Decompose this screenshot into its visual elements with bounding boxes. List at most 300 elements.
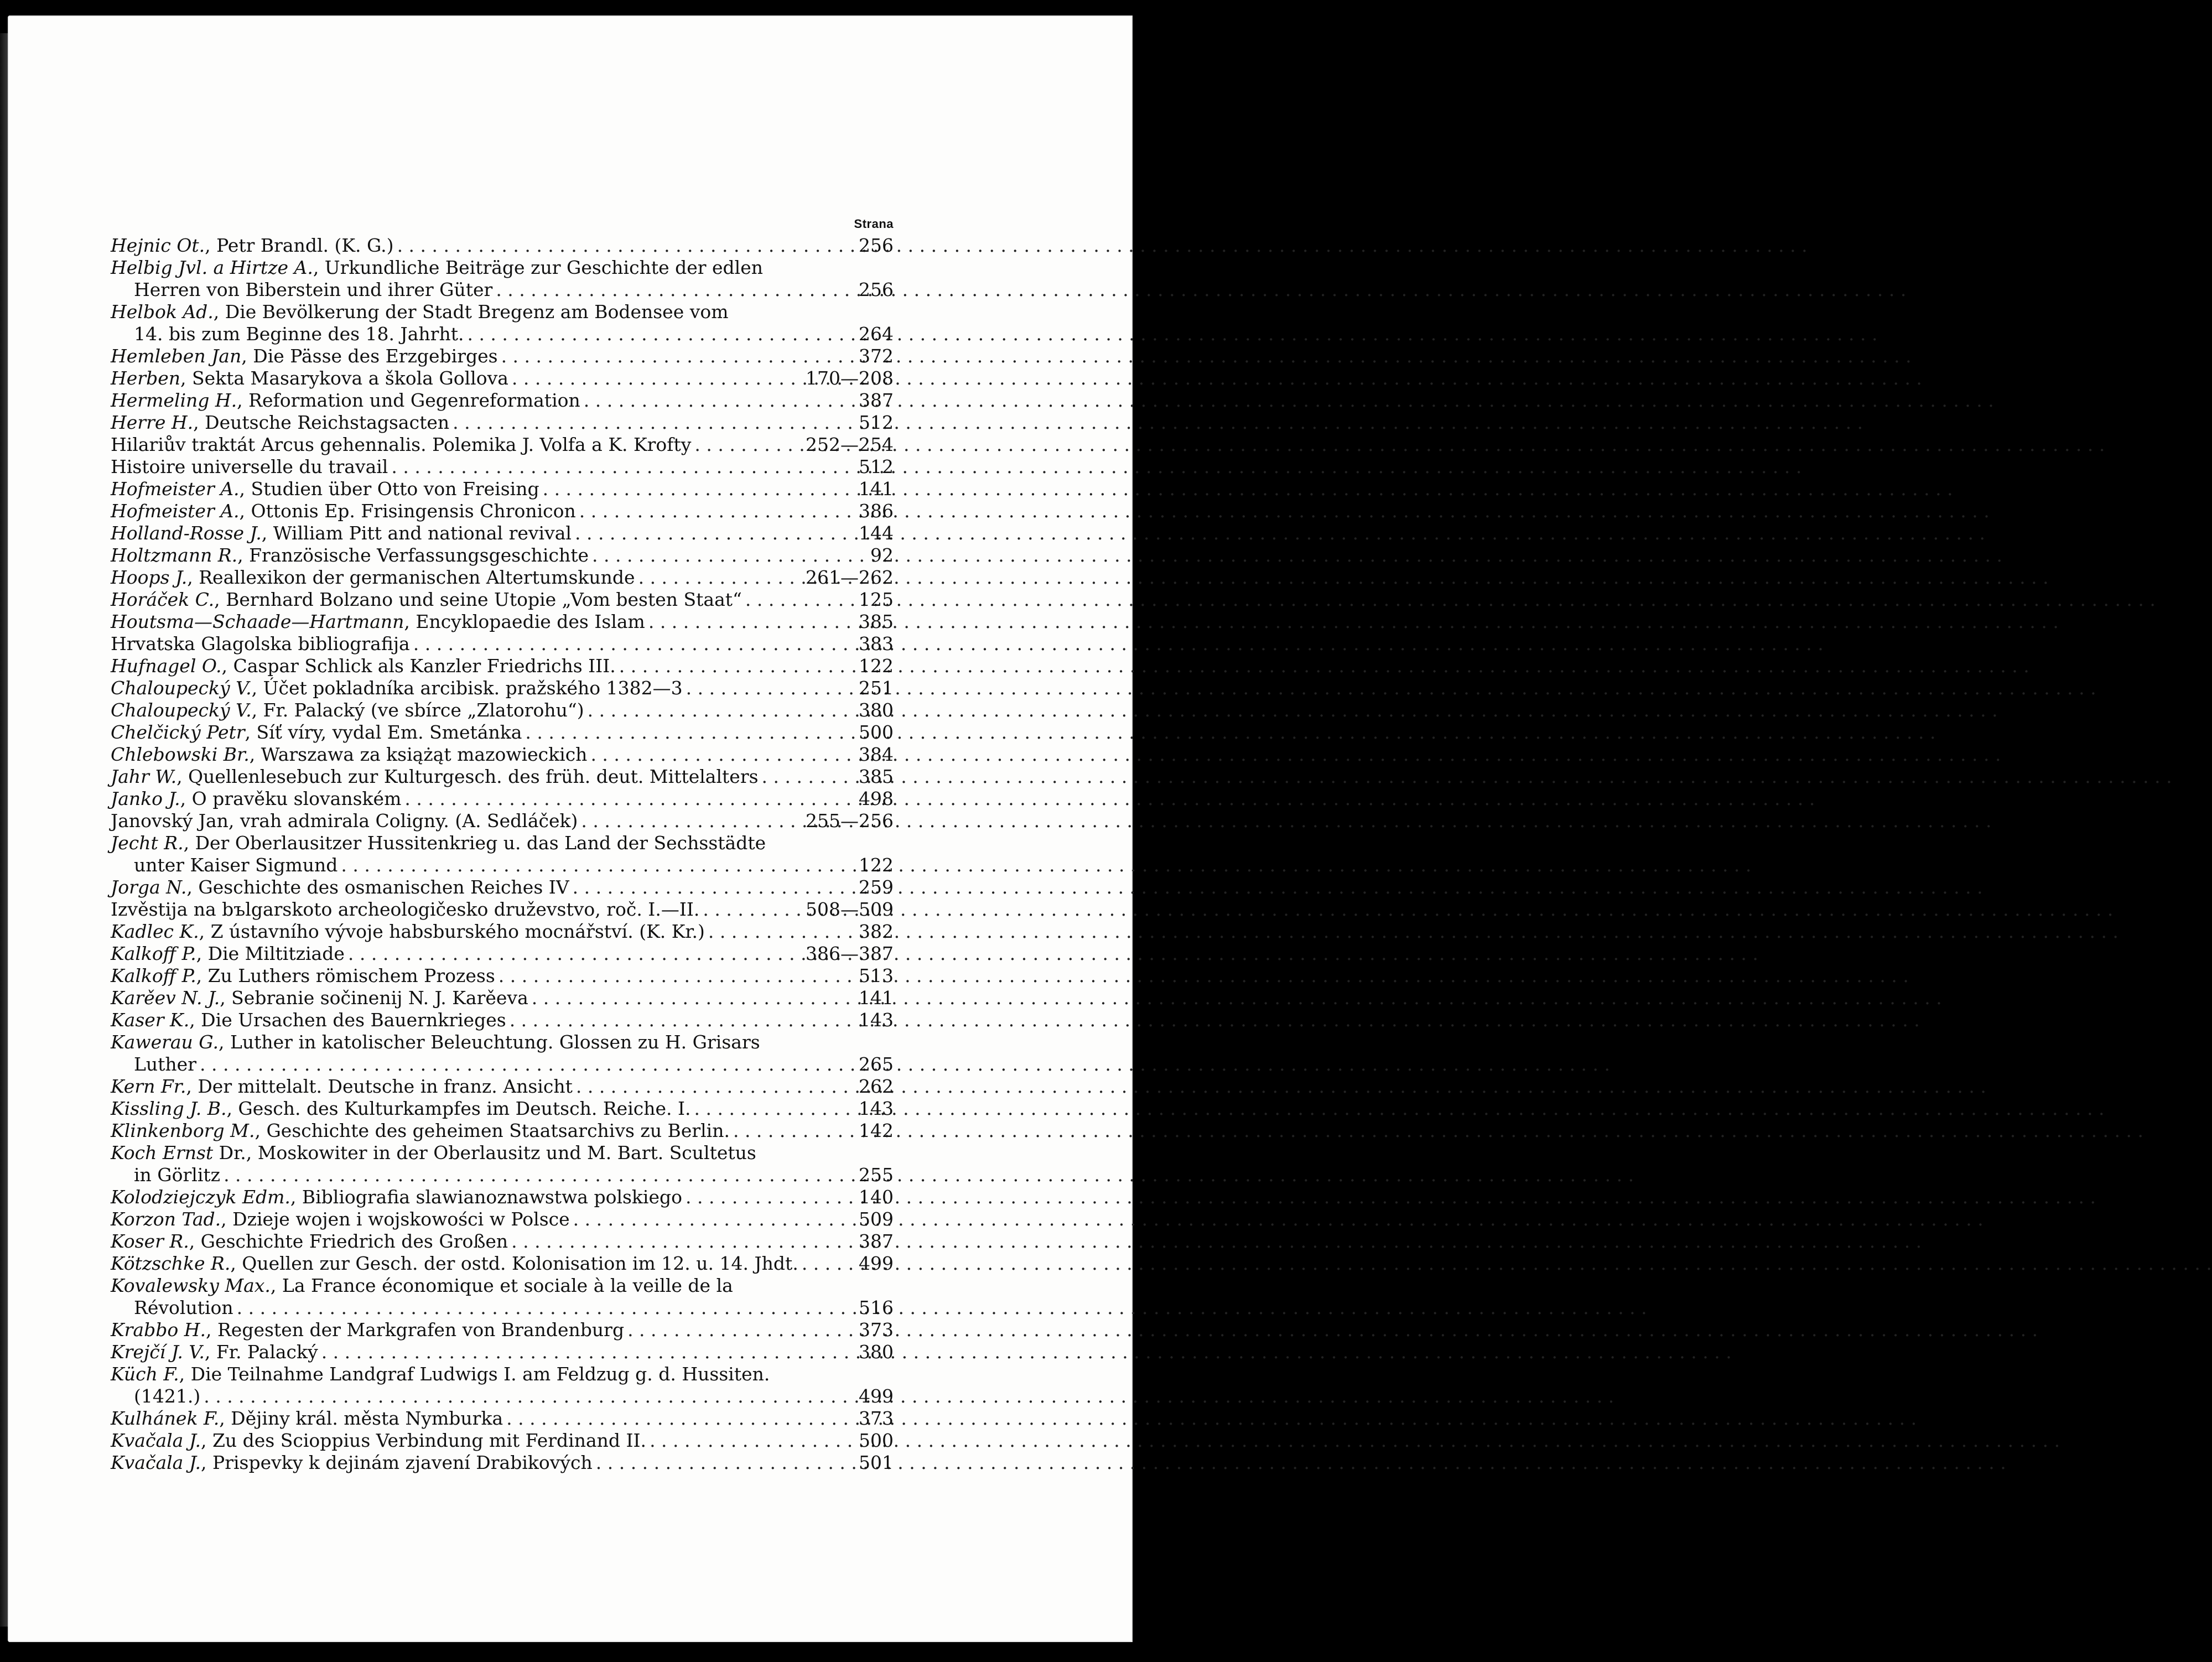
entry-author: Hermeling H. <box>111 389 237 411</box>
dot-leader <box>337 854 854 876</box>
entry-text <box>111 1208 570 1230</box>
entry-line <box>111 567 894 589</box>
entry-line <box>111 434 894 456</box>
entry-title: , Reformation und Gegenreformation <box>237 389 580 411</box>
entry-author: Karěev N. J. <box>111 987 220 1009</box>
entry-page-number: 512 <box>859 456 894 477</box>
dot-leader <box>410 633 854 655</box>
entry-line <box>111 1120 894 1142</box>
entry-author: Hofmeister A. <box>111 478 240 500</box>
entry-title: in Görlitz <box>134 1164 221 1186</box>
index-entry <box>111 744 894 766</box>
entry-page-number: 385 <box>859 611 894 632</box>
entry-text <box>111 412 449 434</box>
entry-text <box>111 832 766 854</box>
index-entry <box>111 832 894 876</box>
index-entry <box>111 1076 894 1098</box>
index-entry <box>111 345 894 367</box>
entry-text <box>111 699 584 721</box>
entry-author: Kissling J. B. <box>111 1098 227 1119</box>
dot-leader <box>508 367 801 389</box>
entry-title: , Zu Luthers römischem Prozess <box>196 965 495 986</box>
index-entry <box>111 633 894 655</box>
index-entry <box>111 943 894 965</box>
entry-text <box>134 1297 233 1319</box>
entry-title: , Regesten der Markgrafen von Brandenburg <box>205 1319 625 1341</box>
index-entry <box>111 389 894 412</box>
entry-line <box>111 367 894 389</box>
dot-leader <box>580 389 854 412</box>
entry-text <box>111 456 388 478</box>
page-column-header: Strana <box>854 217 894 231</box>
entry-author: Kovalewsky Max. <box>111 1275 271 1296</box>
entry-author: Kadlec K. <box>111 921 199 942</box>
entry-author: Chaloupecký V. <box>111 699 252 721</box>
entry-title: , Warszawa za książąt mazowieckich <box>249 744 588 765</box>
index-entry <box>111 810 894 832</box>
dot-leader <box>593 1452 854 1474</box>
entry-line <box>111 345 894 367</box>
entry-text <box>111 1186 682 1208</box>
entry-text <box>111 987 528 1009</box>
entry-text <box>111 544 589 567</box>
entry-line <box>111 1253 894 1275</box>
entry-text <box>111 1098 691 1120</box>
entry-page-number: 383 <box>859 633 894 655</box>
entry-author: Jecht R. <box>111 832 184 854</box>
index-entry <box>111 1275 894 1319</box>
dot-leader <box>578 810 801 832</box>
entry-text <box>111 633 410 655</box>
index-entry <box>111 235 894 257</box>
entry-continuation-line <box>111 1164 894 1186</box>
entry-author: Krejčí J. V. <box>111 1341 205 1363</box>
dot-leader <box>572 522 854 544</box>
entry-title: , Dzieje wojen i wojskowości w Polsce <box>221 1208 570 1230</box>
entry-text <box>111 1341 318 1363</box>
entry-line <box>111 1230 894 1253</box>
entry-title: , Dějiny král. města Nymburka <box>219 1407 503 1429</box>
entry-text <box>134 1164 220 1186</box>
entry-title: , Bernhard Bolzano und seine Utopie „Vom besten Staat“ <box>214 589 742 610</box>
entry-page-number: 372 <box>859 345 894 367</box>
entry-title: , Die Pässe des Erzgebirges <box>241 345 498 367</box>
entry-line <box>111 500 894 522</box>
entry-title: , Bibliografia slawianoznawstwa polskiego <box>290 1186 683 1208</box>
entry-page-number: 143 <box>859 1009 894 1031</box>
entry-page-number: 373 <box>859 1319 894 1341</box>
entry-line <box>111 655 894 677</box>
entry-text <box>111 810 578 832</box>
entry-text <box>111 1076 573 1098</box>
entry-author: Koch Ernst <box>111 1142 214 1164</box>
entry-page-number: 387 <box>859 389 894 411</box>
entry-page-number: 170—208 <box>806 367 894 389</box>
entry-page-number: 265 <box>859 1053 894 1075</box>
dot-leader <box>587 744 854 766</box>
entry-continuation-line <box>111 854 894 876</box>
entry-page-number: 499 <box>859 1253 894 1274</box>
entry-title: Luther <box>134 1053 196 1075</box>
entry-line <box>111 633 894 655</box>
entry-page-number: 251 <box>859 677 894 699</box>
entry-line <box>111 721 894 744</box>
entry-text <box>111 655 616 677</box>
index-entry <box>111 987 894 1009</box>
entry-page-number: 508—509 <box>806 898 894 920</box>
entry-page-number: 255 <box>859 1164 894 1186</box>
entry-title: , Prispevky k dejinám zjavení Drabikových <box>201 1452 593 1473</box>
index-entry <box>111 1253 894 1275</box>
entry-title: Izvěstija na bъlgarskoto archeologičesko druževstvo, roč. I.—II. <box>111 898 700 920</box>
index-entry <box>111 876 894 898</box>
entry-line <box>111 544 894 567</box>
entry-text <box>111 1120 730 1142</box>
entry-line <box>111 1031 894 1053</box>
entry-author: Kolodziejczyk Edm. <box>111 1186 290 1208</box>
entry-text <box>111 345 498 367</box>
entry-line <box>111 1186 894 1208</box>
index-entry <box>111 788 894 810</box>
entry-page-number: 501 <box>859 1452 894 1473</box>
entry-page-number: 256 <box>859 235 894 256</box>
index-entry <box>111 1319 894 1341</box>
index-entry <box>111 1186 894 1208</box>
index-entry <box>111 1031 894 1076</box>
entry-title: Révolution <box>134 1297 233 1318</box>
index-entry <box>111 456 894 478</box>
entry-line <box>111 1341 894 1363</box>
entry-author: Herben <box>111 367 180 389</box>
entry-line <box>111 589 894 611</box>
entry-author: Koser R. <box>111 1230 189 1252</box>
entry-title: , La France économique et sociale à la veille de la <box>270 1275 733 1296</box>
entry-line <box>111 456 894 478</box>
dot-leader <box>573 1076 854 1098</box>
dot-leader <box>200 1385 854 1407</box>
entry-title: , Reallexikon der germanischen Altertumskunde <box>187 567 635 588</box>
entry-text <box>111 500 576 522</box>
index-entry <box>111 898 894 921</box>
entry-line <box>111 522 894 544</box>
index-entry <box>111 434 894 456</box>
entry-author: Kawerau G. <box>111 1031 219 1053</box>
entry-continuation-line <box>111 279 894 301</box>
entry-author: Kötzschke R. <box>111 1253 231 1274</box>
entry-title: , Petr Brandl. (K. G.) <box>205 235 394 256</box>
entry-page-number: 122 <box>859 854 894 876</box>
entry-page-number: 384 <box>859 744 894 765</box>
entry-text <box>111 921 705 943</box>
entry-line <box>111 965 894 987</box>
entry-title: , Französische Verfassungsgeschichte <box>237 544 589 566</box>
index-entry <box>111 567 894 589</box>
entry-author: Holtzmann R. <box>111 544 238 566</box>
entry-title: , Sebranie sočinenij N. J. Karěeva <box>220 987 528 1009</box>
entry-text <box>111 1430 646 1452</box>
dot-leader <box>646 1430 854 1452</box>
entry-text <box>111 235 394 257</box>
index-entry <box>111 1230 894 1253</box>
entry-line <box>111 1142 894 1164</box>
dot-leader <box>624 1319 854 1341</box>
entry-text <box>111 367 508 389</box>
entry-title: , Zu des Scioppius Verbindung mit Ferdinand II. <box>201 1430 647 1451</box>
entry-page-number: 498 <box>859 788 894 809</box>
entry-page-number: 256 <box>859 279 894 300</box>
dot-leader <box>220 1164 854 1186</box>
index-entry <box>111 1208 894 1230</box>
entry-author: Jorga N. <box>111 876 187 898</box>
entry-title: , Quellen zur Gesch. der ostd. Kolonisation im 12. u. 14. Jhdt. <box>230 1253 798 1274</box>
entry-text <box>134 854 337 876</box>
dot-leader <box>401 788 854 810</box>
entry-line <box>111 301 894 323</box>
entry-text <box>111 1142 756 1164</box>
entry-title: Hrvatska Glagolska bibliografija <box>111 633 410 655</box>
entry-page-number: 141 <box>859 987 894 1009</box>
entry-page-number: 380 <box>859 699 894 721</box>
entry-page-number: 499 <box>859 1385 894 1407</box>
entry-page-number: 386—387 <box>806 943 894 964</box>
entry-title: , O pravěku slovanském <box>180 788 402 809</box>
index-entry <box>111 500 894 522</box>
entry-continuation-line <box>111 323 894 345</box>
entry-line <box>111 478 894 500</box>
dot-leader <box>589 544 866 567</box>
dot-leader <box>492 279 854 301</box>
index-entry <box>111 766 894 788</box>
dot-leader <box>388 456 854 478</box>
entry-author: Krabbo H. <box>111 1319 206 1341</box>
index-entry <box>111 1407 894 1430</box>
entry-title: , Die Miltitziade <box>196 943 345 964</box>
dot-leader <box>503 1407 854 1430</box>
entry-author: Hoops J. <box>111 567 188 588</box>
dot-leader <box>759 766 854 788</box>
entry-page-number: 373 <box>859 1407 894 1429</box>
index-entry <box>111 301 894 345</box>
entry-text <box>111 611 645 633</box>
entry-title: , William Pitt and national revival <box>261 522 572 544</box>
index-entry <box>111 412 894 434</box>
entry-title: , Účet pokladníka arcibisk. pražského 1382—3 <box>251 677 683 699</box>
entry-title: unter Kaiser Sigmund <box>134 854 338 876</box>
entry-continuation-line <box>111 1053 894 1076</box>
entry-author: Helbok Ad. <box>111 301 214 323</box>
index-entry <box>111 1363 894 1407</box>
entry-text <box>111 965 495 987</box>
entry-title: , Encyklopaedie des Islam <box>404 611 645 632</box>
entry-page-number: 512 <box>859 412 894 433</box>
entry-author: Kvačala J. <box>111 1452 201 1473</box>
entry-line <box>111 235 894 257</box>
dot-leader <box>570 1208 854 1230</box>
entry-text <box>134 1053 196 1076</box>
dot-leader <box>528 987 854 1009</box>
entry-page-number: 262 <box>859 1076 894 1097</box>
entry-title: Hilariův traktát Arcus gehennalis. Polemika J. Volfa a K. Krofty <box>111 434 692 455</box>
entry-text <box>111 898 699 921</box>
entry-text <box>111 788 401 810</box>
entry-author: Herre H. <box>111 412 194 433</box>
dot-leader <box>616 655 854 677</box>
entry-author: Janko J. <box>111 788 180 809</box>
entry-title: , Der mittelalt. Deutsche in franz. Ansicht <box>186 1076 573 1097</box>
index-entry <box>111 367 894 389</box>
entry-text <box>111 744 587 766</box>
entry-text <box>111 478 539 500</box>
dot-leader <box>683 677 854 699</box>
index-entry <box>111 921 894 943</box>
entry-author: Holland-Rosse J. <box>111 522 262 544</box>
index-entry <box>111 655 894 677</box>
entry-text <box>111 522 572 544</box>
dot-leader <box>318 1341 854 1363</box>
entry-text <box>111 301 729 323</box>
entry-line <box>111 389 894 412</box>
entry-page-number: 386 <box>859 500 894 522</box>
index-entry <box>111 1430 894 1452</box>
entry-title: Dr., Moskowiter in der Oberlausitz und M. Bart. Scultetus <box>213 1142 756 1164</box>
entry-text <box>111 1452 593 1474</box>
entry-line <box>111 832 894 854</box>
entry-author: Kvačala J. <box>111 1430 201 1451</box>
entry-line <box>111 1076 894 1098</box>
entry-text <box>134 1385 200 1407</box>
dot-leader <box>464 323 854 345</box>
dot-leader <box>691 434 801 456</box>
entry-title: , Urkundliche Beiträge zur Geschichte der edlen <box>313 257 764 278</box>
entry-author: Kalkoff P. <box>111 965 196 986</box>
entry-title: 14. bis zum Beginne des 18. Jahrht. <box>134 323 464 345</box>
scan-edge-shadow <box>0 33 8 1627</box>
entry-page-number: 264 <box>859 323 894 345</box>
index-entry <box>111 699 894 721</box>
entry-title: , Fr. Palacký <box>204 1341 318 1363</box>
entry-text <box>111 389 580 412</box>
entry-line <box>111 1407 894 1430</box>
entry-author: Kulhánek F. <box>111 1407 220 1429</box>
entry-author: Kern Fr. <box>111 1076 186 1097</box>
entry-author: Hofmeister A. <box>111 500 240 522</box>
index-entry <box>111 589 894 611</box>
entry-author: Helbig Jvl. a Hirtze A. <box>111 257 313 278</box>
index-entry <box>111 1120 894 1142</box>
entry-text <box>111 876 569 898</box>
entry-line <box>111 987 894 1009</box>
entry-page-number: 380 <box>859 1341 894 1363</box>
entry-text <box>111 1407 503 1430</box>
entry-title: , Die Ursachen des Bauernkrieges <box>189 1009 506 1031</box>
index-column <box>111 214 894 1474</box>
index-entry <box>111 1341 894 1363</box>
index-entry <box>111 611 894 633</box>
entry-line <box>111 788 894 810</box>
entry-page-number: 513 <box>859 965 894 986</box>
entry-text <box>111 1253 798 1275</box>
entry-line <box>111 744 894 766</box>
entry-line <box>111 1009 894 1031</box>
index-entry <box>111 1452 894 1474</box>
entry-title: , Geschichte des geheimen Staatsarchivs zu Berlin. <box>255 1120 730 1141</box>
entry-text <box>111 567 635 589</box>
entry-author: Horáček C. <box>111 589 215 610</box>
dot-leader <box>345 943 801 965</box>
entry-text <box>111 1319 624 1341</box>
book-page <box>8 15 1133 1642</box>
entry-title: , Geschichte Friedrich des Großen <box>189 1230 508 1252</box>
entry-author: Chelčický Petr <box>111 721 245 743</box>
dot-leader <box>635 567 801 589</box>
index-entry <box>111 1142 894 1186</box>
dot-leader <box>584 699 854 721</box>
index-entry <box>111 677 894 699</box>
entry-text <box>111 677 683 699</box>
entry-line <box>111 810 894 832</box>
entry-page-number: 516 <box>859 1297 894 1318</box>
entry-title: , Der Oberlausitzer Hussitenkrieg u. das Land der Sechsstädte <box>183 832 766 854</box>
dot-leader <box>699 898 801 921</box>
dot-leader <box>495 965 854 987</box>
entry-line <box>111 1363 894 1385</box>
entry-title: , Caspar Schlick als Kanzler Friedrichs III. <box>221 655 616 677</box>
entry-page-number: 382 <box>859 921 894 942</box>
dot-leader <box>569 876 854 898</box>
entry-text <box>111 434 691 456</box>
dot-leader <box>798 1253 854 1275</box>
entry-title: , Geschichte des osmanischen Reiches IV <box>186 876 569 898</box>
entry-line <box>111 611 894 633</box>
entry-page-number: 125 <box>859 589 894 610</box>
entry-title: , Z ústavního vývoje habsburského mocnářství. (K. Kr.) <box>199 921 705 942</box>
entry-title: , Ottonis Ep. Frisingensis Chronicon <box>239 500 576 522</box>
dot-leader <box>539 478 854 500</box>
entry-title: Janovský Jan, vrah admirala Coligny. (A. Sedláček) <box>111 810 578 832</box>
entry-page-number: 252—254 <box>806 434 894 455</box>
entry-author: Hemleben Jan <box>111 345 242 367</box>
entry-text <box>111 1363 770 1385</box>
dot-leader <box>742 589 854 611</box>
entry-text <box>111 766 759 788</box>
index-entries <box>111 235 894 1474</box>
entry-line <box>111 699 894 721</box>
entry-author: Houtsma—Schaade—Hartmann <box>111 611 404 632</box>
entry-title: Herren von Biberstein und ihrer Güter <box>134 279 493 300</box>
dot-leader <box>394 235 854 257</box>
entry-line <box>111 412 894 434</box>
entry-title: , Sekta Masarykova a škola Gollova <box>180 367 508 389</box>
entry-page-number: 122 <box>859 655 894 677</box>
dot-leader <box>196 1053 854 1076</box>
entry-title: , Die Bevölkerung der Stadt Bregenz am Bodensee vom <box>213 301 729 323</box>
entry-page-number: 141 <box>859 478 894 500</box>
entry-title: (1421.) <box>134 1385 201 1407</box>
entry-text <box>111 943 345 965</box>
entry-author: Hufnagel O. <box>111 655 222 677</box>
entry-title: Histoire universelle du travail <box>111 456 388 477</box>
entry-text <box>111 721 522 744</box>
entry-page-number: 509 <box>859 1208 894 1230</box>
entry-page-number: 500 <box>859 1430 894 1451</box>
entry-line <box>111 921 894 943</box>
entry-line <box>111 677 894 699</box>
entry-author: Hejnic Ot. <box>111 235 205 256</box>
entry-title: , Die Teilnahme Landgraf Ludwigs I. am Feldzug g. d. Hussiten. <box>179 1363 770 1385</box>
entry-author: Küch F. <box>111 1363 179 1385</box>
entry-text <box>111 589 742 611</box>
entry-line <box>111 1452 894 1474</box>
